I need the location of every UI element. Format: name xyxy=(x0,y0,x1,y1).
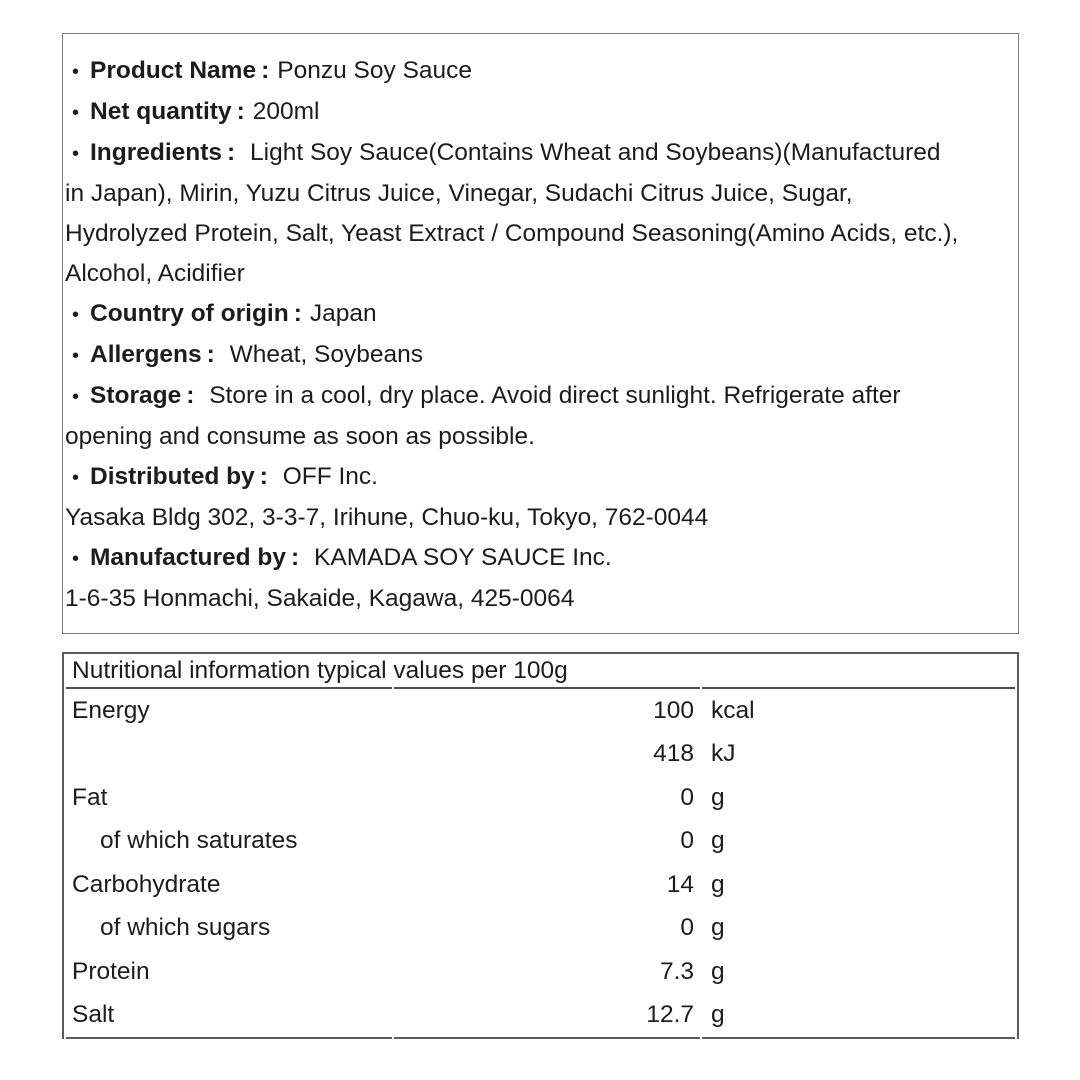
colon-separator: : xyxy=(293,300,302,327)
nutrient-name: Fat xyxy=(72,783,108,811)
net-quantity-label: Net quantity xyxy=(90,98,232,125)
nutrient-name: Protein xyxy=(72,957,150,985)
distributor-address: Yasaka Bldg 302, 3-3-7, Irihune, Chuo-ku, Tokyo, 762-0044 xyxy=(65,504,709,531)
nutrition-row-salt xyxy=(66,994,1015,1040)
nutrition-row-energy-kcal xyxy=(66,689,1015,733)
product-name-label: Product Name xyxy=(90,57,257,84)
colon-separator: : xyxy=(236,98,245,125)
bullet-icon: • xyxy=(72,386,80,408)
bullet-icon: • xyxy=(72,548,80,570)
ingredients-value-cont: in Japan), Mirin, Yuzu Citrus Juice, Vinegar, Sudachi Citrus Juice, Sugar, xyxy=(65,180,853,207)
nutrient-name: of which saturates xyxy=(100,827,298,855)
nutrient-value: 12.7 xyxy=(394,994,700,1040)
info-line-ingredients-cont xyxy=(65,254,1016,294)
nutrient-unit: g xyxy=(711,827,725,855)
distributed-by-label: Distributed by xyxy=(90,463,255,490)
allergens-value: Wheat, Soybeans xyxy=(222,341,424,368)
nutrient-name: of which sugars xyxy=(100,914,271,942)
nutrient-unit: g xyxy=(711,783,725,811)
colon-separator: : xyxy=(259,463,268,490)
colon-separator: : xyxy=(206,341,215,368)
info-line-manufacturer-address xyxy=(65,579,1016,619)
nutrition-header-row xyxy=(66,654,1015,689)
bullet-icon: • xyxy=(72,345,80,367)
colon-separator: : xyxy=(186,382,195,409)
info-line-manufactured-by xyxy=(65,538,1016,579)
nutrient-value: 0 xyxy=(680,827,694,855)
nutrient-value: 100 xyxy=(653,696,694,724)
info-line-ingredients xyxy=(65,133,1016,174)
distributed-by-value: OFF Inc. xyxy=(275,463,378,490)
info-line-allergens xyxy=(65,335,1016,376)
nutrition-header-spacer xyxy=(702,654,1015,689)
info-line-distributor-address xyxy=(65,498,1016,538)
nutrient-unit: g xyxy=(711,957,725,985)
nutrient-value: 7.3 xyxy=(659,957,694,985)
nutrient-name: Carbohydrate xyxy=(72,870,221,898)
ingredients-value-cont: Hydrolyzed Protein, Salt, Yeast Extract / Compound Seasoning(Amino Acids, etc.), xyxy=(65,220,959,247)
net-quantity-value: 200ml xyxy=(252,98,320,125)
manufactured-by-value: KAMADA SOY SAUCE Inc. xyxy=(307,544,612,571)
nutrition-row-energy-kj xyxy=(66,733,1015,777)
info-line-ingredients-cont xyxy=(65,214,1016,254)
colon-separator: : xyxy=(227,139,236,166)
nutrient-unit: g xyxy=(711,914,725,942)
nutrition-box xyxy=(62,652,1019,1039)
nutrient-value: 0 xyxy=(680,914,694,942)
bullet-icon: • xyxy=(72,143,80,165)
nutrient-unit: kcal xyxy=(711,696,755,724)
info-line-storage xyxy=(65,376,1016,417)
nutrient-name: Salt xyxy=(66,994,392,1040)
nutrition-row-carbohydrate xyxy=(66,863,1015,907)
nutrition-row-sugars xyxy=(66,907,1015,951)
country-of-origin-value: Japan xyxy=(309,300,377,327)
country-of-origin-label: Country of origin xyxy=(90,300,289,327)
info-line-net-quantity xyxy=(65,92,1016,133)
manufactured-by-label: Manufactured by xyxy=(90,544,287,571)
product-info-box xyxy=(62,33,1019,634)
ingredients-value: Light Soy Sauce(Contains Wheat and Soybeans)(Manufactured xyxy=(243,139,941,166)
nutrient-name xyxy=(66,733,392,777)
nutrient-unit: g xyxy=(702,994,1015,1040)
storage-value-cont: opening and consume as soon as possible. xyxy=(65,423,535,450)
nutrient-value: 418 xyxy=(653,740,694,768)
nutrition-row-saturates xyxy=(66,820,1015,864)
nutrition-table xyxy=(64,654,1017,1039)
manufacturer-address: 1-6-35 Honmachi, Sakaide, Kagawa, 425-0064 xyxy=(65,585,575,612)
info-line-storage-cont xyxy=(65,417,1016,457)
storage-value: Store in a cool, dry place. Avoid direct sunlight. Refrigerate after xyxy=(202,382,901,409)
nutrient-value: 14 xyxy=(666,870,694,898)
storage-label: Storage xyxy=(90,382,182,409)
info-line-ingredients-cont xyxy=(65,174,1016,214)
nutrient-unit: g xyxy=(711,870,725,898)
ingredients-value-cont: Alcohol, Acidifier xyxy=(65,260,245,287)
nutrition-header: Nutritional information typical values per 100g xyxy=(66,654,392,689)
info-line-product-name xyxy=(65,51,1016,92)
nutrient-name: Energy xyxy=(72,696,150,724)
product-name-value: Ponzu Soy Sauce xyxy=(277,57,473,84)
nutrition-row-protein xyxy=(66,950,1015,994)
colon-separator: : xyxy=(291,544,300,571)
bullet-icon: • xyxy=(72,304,80,326)
info-line-distributed-by xyxy=(65,457,1016,498)
allergens-label: Allergens xyxy=(90,341,202,368)
colon-separator: : xyxy=(261,57,270,84)
info-line-country-of-origin xyxy=(65,294,1016,335)
nutrient-value: 0 xyxy=(680,783,694,811)
bullet-icon: • xyxy=(72,61,80,83)
bullet-icon: • xyxy=(72,467,80,489)
nutrient-unit: kJ xyxy=(711,740,736,768)
nutrition-row-fat xyxy=(66,776,1015,820)
bullet-icon: • xyxy=(72,102,80,124)
ingredients-label: Ingredients xyxy=(90,139,223,166)
